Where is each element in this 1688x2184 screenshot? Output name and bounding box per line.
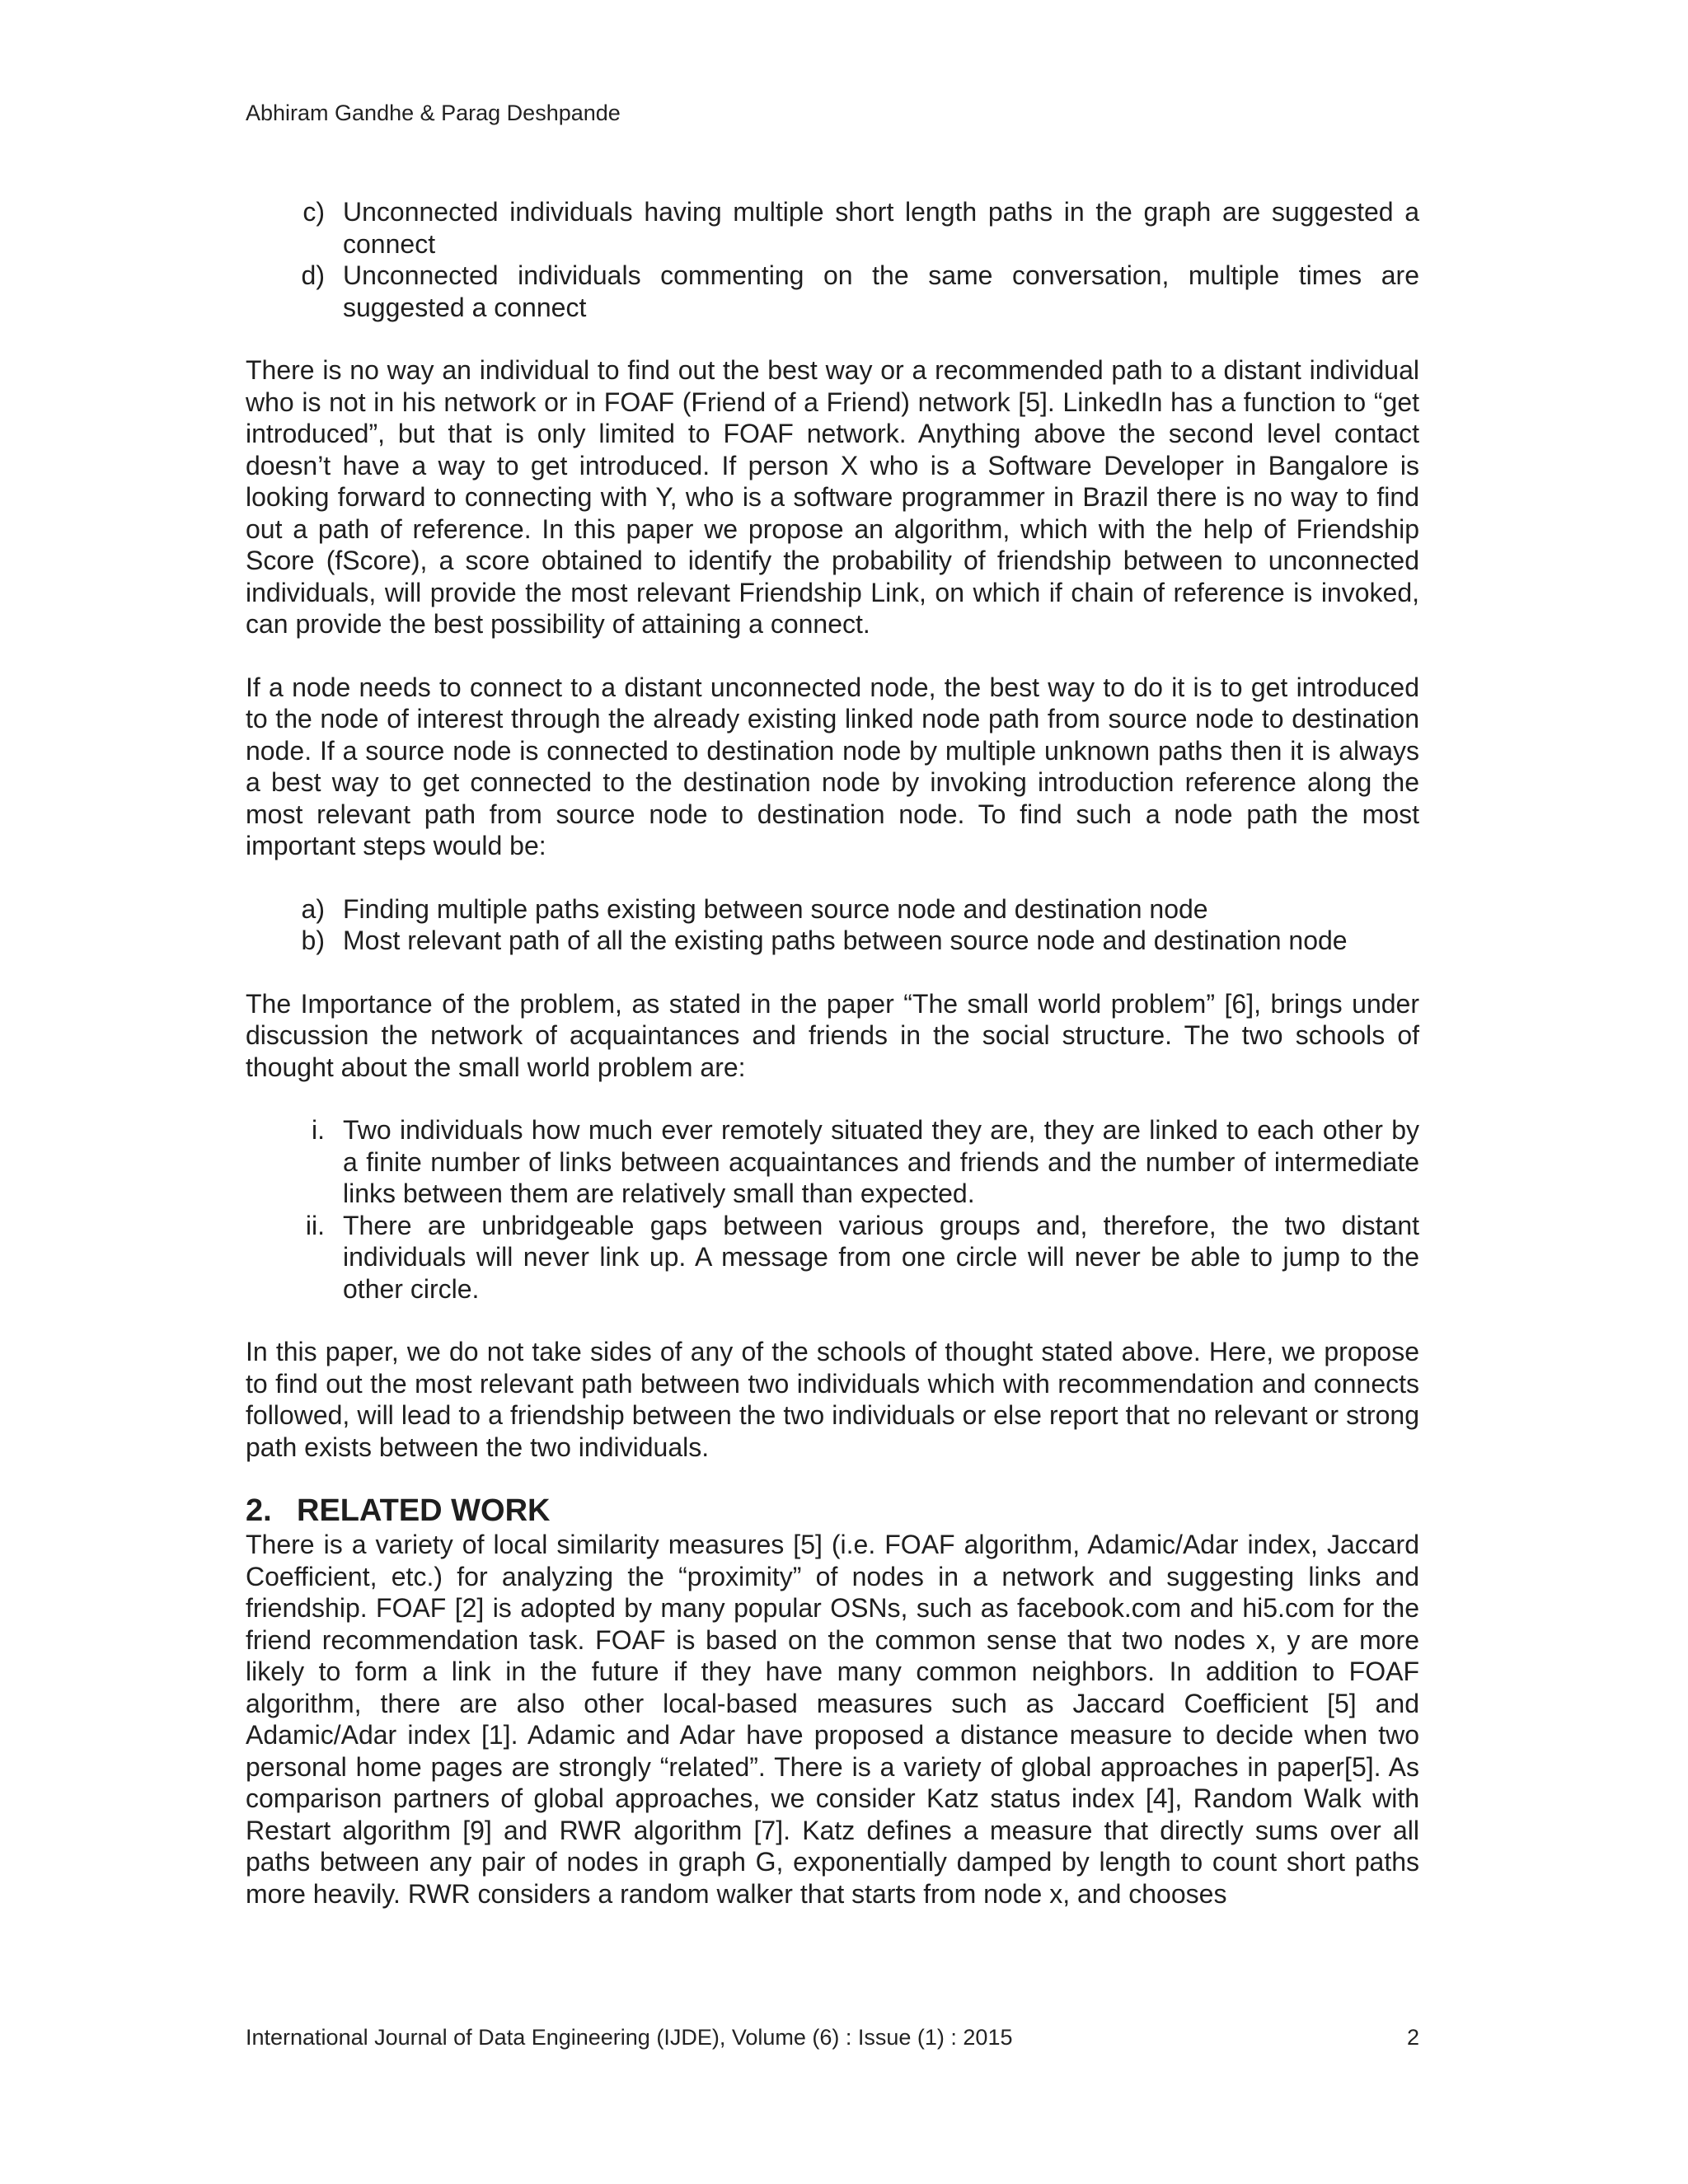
section-heading [246, 1493, 1419, 1529]
list-cd [246, 196, 1419, 323]
paragraph-small-world: The Importance of the problem, as stated in the paper “The small world problem” [6], brings under discussion the network of acquaintances and friends in the social structure. The two schools of thought about the small world problem are: [246, 988, 1419, 1082]
list-roman [246, 1114, 1419, 1305]
section-number: 2. [246, 1493, 272, 1528]
list-text: Unconnected individuals commenting on the same conversation, multiple times are suggested a connect [343, 260, 1419, 322]
journal-citation: International Journal of Data Engineering (IJDE), Volume (6) : Issue (1) : 2015 [246, 2025, 1013, 2050]
list-marker: ii. [305, 1210, 325, 1240]
paragraph-intro-problem: There is no way an individual to find out the best way or a recommended path to a distant individual who is not in his network or in FOAF (Friend of a Friend) network [5]. LinkedIn has a function to “get introduced”, but that is only limited to FOAF network. Anything above the second level contact doesn’t have a way to get introduced. If person X who is a Software Developer in Bangalore is looking forward to connecting with Y, who is a software programmer in Brazil there is no way to find out a path of reference. In this paper we propose an algorithm, which with the help of Friendship Score (fScore), a score obtained to identify the probability of friendship between to unconnected individuals, will provide the most relevant Friendship Link, on which if chain of reference is invoked, can provide the best possibility of attaining a connect. [246, 355, 1419, 639]
list-item [246, 925, 1419, 957]
list-item [246, 196, 1419, 260]
list-item [246, 1210, 1419, 1305]
list-item [246, 893, 1419, 926]
list-text: Unconnected individuals having multiple short length paths in the graph are suggested a connect [343, 197, 1419, 259]
list-ab [246, 893, 1419, 957]
paragraph-related-work: There is a variety of local similarity measures [5] (i.e. FOAF algorithm, Adamic/Adar index, Jaccard Coefficient, etc.) for analyzing the “proximity” of nodes in a network and suggesting links and friendship. FOAF [2] is adopted by many popular OSNs, such as facebook.com and hi5.com for the friend recommendation task. FOAF is based on the common sense that two nodes x, y are more likely to form a link in the future if they have many common neighbors. In addition to FOAF algorithm, there are also other local-based measures such as Jaccard Coefficient [5] and Adamic/Adar index [1]. Adamic and Adar have proposed a distance measure to decide when two personal home pages are strongly “related”. There is a variety of global approaches in paper[5]. As comparison partners of global approaches, we consider Katz status index [4], Random Walk with Restart algorithm [9] and RWR algorithm [7]. Katz defines a measure that directly sums over all paths between any pair of nodes in graph G, exponentially damped by length to count short paths more heavily. RWR considers a random walker that starts from node x, and chooses [246, 1530, 1419, 1909]
page-number: 2 [1406, 2025, 1419, 2050]
section-title-text: RELATED WORK [297, 1493, 551, 1528]
list-text: Two individuals how much ever remotely situated they are, they are linked to each other by a finite number of links between acquaintances and friends and the number of intermediate links between them are relatively small than expected. [343, 1115, 1419, 1208]
list-text: There are unbridgeable gaps between various groups and, therefore, the two distant individuals will never link up. A message from one circle will never be able to jump to the other circle. [343, 1210, 1419, 1304]
list-item [246, 1114, 1419, 1210]
page-body [246, 196, 1419, 1910]
list-text: Finding multiple paths existing between source node and destination node [343, 893, 1208, 924]
paragraph-distant-node: If a node needs to connect to a distant unconnected node, the best way to do it is to get introduced to the node of interest through the already existing linked node path from source node to destination node. If a source node is connected to destination node by multiple unknown paths then it is always a best way to get connected to the destination node by invoking introduction reference along the most relevant path from source node to destination node. To find such a node path the most important steps would be: [246, 672, 1419, 860]
list-marker: c) [302, 197, 325, 227]
list-marker: i. [312, 1115, 325, 1145]
paragraph-schools-of-thought: In this paper, we do not take sides of any of the schools of thought stated above. Here, we propose to find out the most relevant path between two individuals which with recommendation and connects followed, will lead to a friendship between the two individuals or else report that no relevant or strong path exists between the two individuals. [246, 1337, 1419, 1462]
running-footer [246, 2023, 1419, 2051]
list-marker: d) [301, 260, 325, 290]
list-text: Most relevant path of all the existing paths between source node and destination node [343, 926, 1348, 955]
list-item [246, 260, 1419, 323]
running-header: Abhiram Gandhe & Parag Deshpande [246, 101, 621, 125]
list-marker: b) [301, 926, 325, 955]
list-marker: a) [301, 893, 325, 924]
